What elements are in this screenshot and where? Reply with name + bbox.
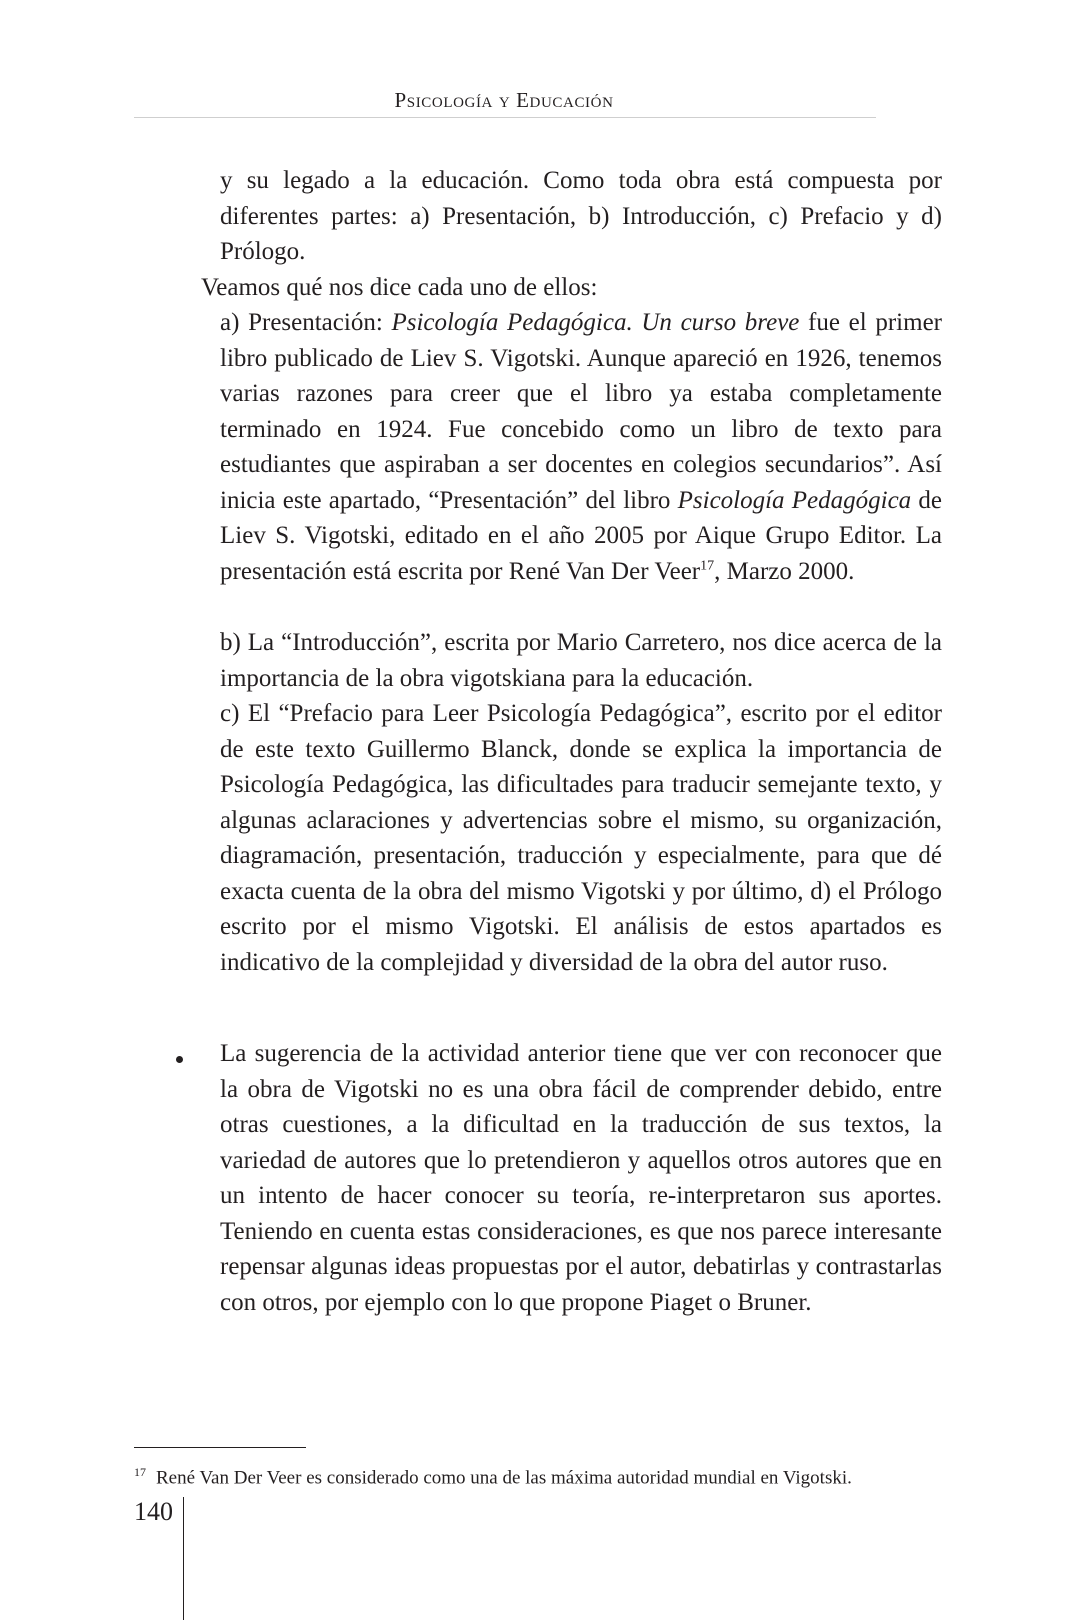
item-a-text-2: de Liev S. Vigotski, editado en el año 2005 por Aique Grupo Editor. La presentación está escrita por René Van Der Veer — [220, 486, 942, 585]
paragraph-intro: y su legado a la educación. Como toda obra está compuesta por diferentes partes: a) Presentación, b) Introducción, c) Prefacio y d) Prólogo. — [220, 167, 942, 265]
footnote — [134, 1460, 934, 1490]
footnote-rule — [134, 1447, 306, 1448]
item-c-prefacio: c) El “Prefacio para Leer Psicología Pedagógica”, escrito por el editor de este texto Guillermo Blanck, donde se explica la importancia de Psicología Pedagógica, las dificultades para traducir semejante texto, y algunas aclaraciones y advertencias sobre el mismo, su organización, diagramación, presentación, traducción y especialmente, para que dé exacta cuenta de la obra del mismo Vigotski y por último, d) el Prólogo escrito por el mismo Vigotski. El análisis de estos apartados es indicativo de la complejidad y diversidad de la obra del autor ruso. — [220, 700, 942, 976]
gutter-rule — [183, 1497, 184, 1620]
running-head: Psicología y Educación — [394, 88, 614, 112]
header-rule — [134, 117, 876, 118]
footnote-number: 17 — [134, 1465, 146, 1479]
paragraph-lead: Veamos qué nos dice cada uno de ellos: — [201, 274, 598, 301]
item-b-introduccion: b) La “Introducción”, escrita por Mario Carretero, nos dice acerca de la importancia de la obra vigotskiana para la educación. — [220, 629, 942, 692]
item-a-lead: a) Presentación: — [220, 309, 392, 336]
footnote-text: René Van Der Veer es considerado como una de las máxima autoridad mundial en Vigotski. — [156, 1467, 852, 1489]
item-a-presentacion — [220, 305, 942, 589]
item-a-text-1: fue el primer libro publicado de Liev S. Vigotski. Aunque apareció en 1926, tenemos varias razones para creer que el libro ya estaba completamente terminado en 1924. Fue concebido como un libro de texto para estudiantes que aspiraban a ser docentes en colegios secundarios”. Así inicia este apartado, “Presentación” del libro — [220, 309, 942, 514]
bullet-paragraph: La sugerencia de la actividad anterior tiene que ver con reconocer que la obra de Vigotski no es una obra fácil de comprender debido, entre otras cuestiones, a la dificultad en la traducción de sus textos, la variedad de autores que lo pretendieron y aquellos otros autores que en un intento de hacer conocer su teoría, re-interpretaron sus aportes. Teniendo en cuenta estas consideraciones, es que nos parece interesante repensar algunas ideas propuestas por el autor, debatirlas y contrastarlas con otros, por ejemplo con lo que propone Piaget o Bruner. — [220, 1040, 942, 1316]
bullet-icon — [176, 1056, 183, 1063]
item-a-text-3: , Marzo 2000. — [714, 557, 855, 585]
footnote-reference[interactable]: 17 — [700, 558, 715, 574]
item-a-title: Psicología Pedagógica. Un curso breve — [391, 309, 800, 336]
page-number: 140 — [134, 1497, 173, 1526]
item-a-book-title: Psicología Pedagógica — [677, 486, 912, 514]
